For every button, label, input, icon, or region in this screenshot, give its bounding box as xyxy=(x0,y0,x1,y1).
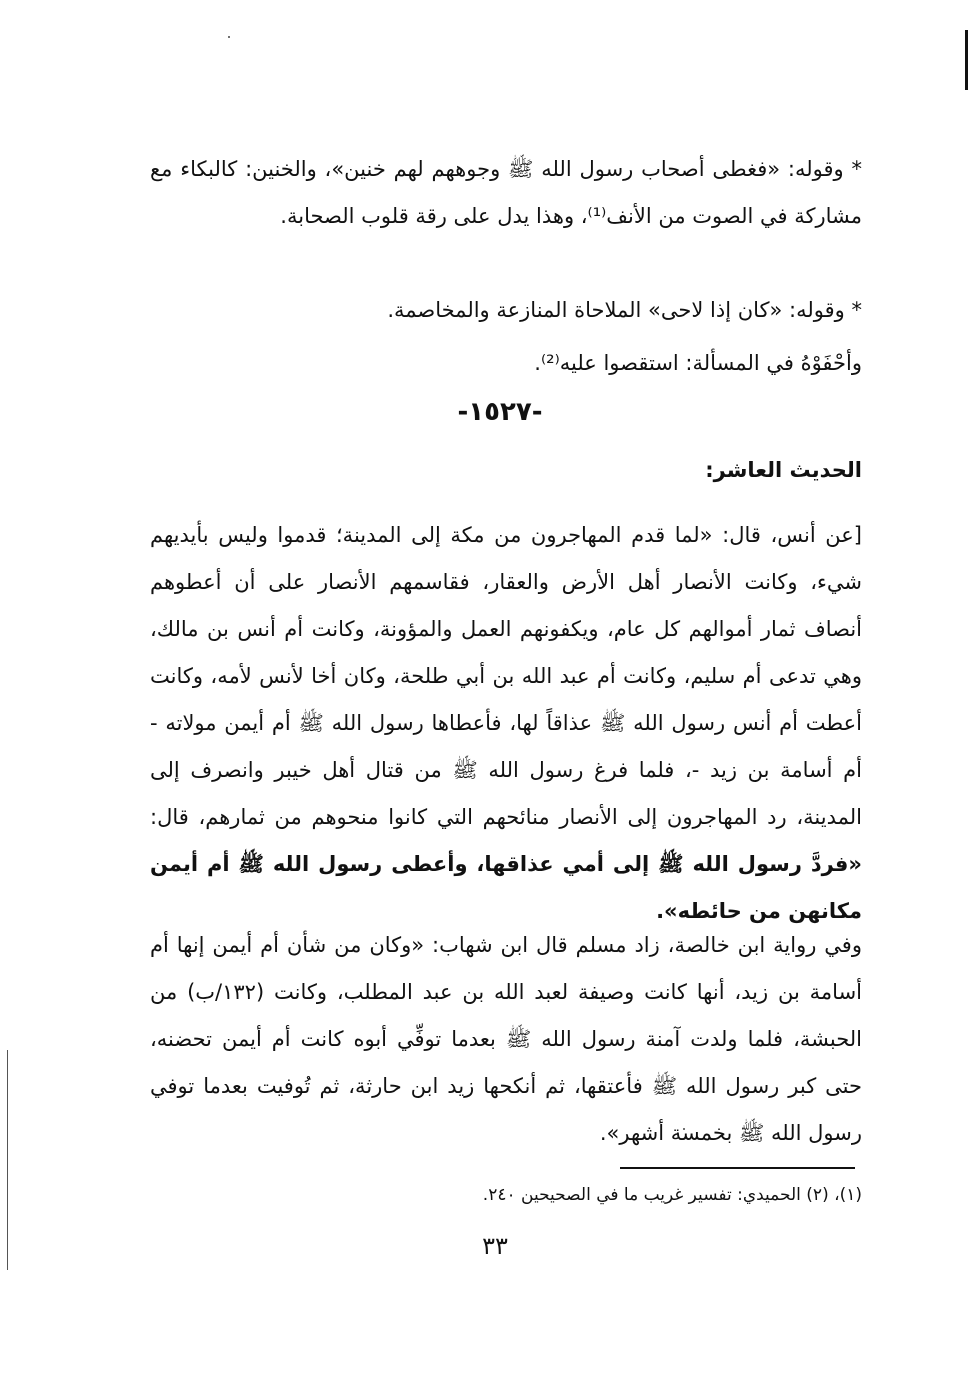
hadith-text: [عن أنس، قال: «لما قدم المهاجرون من مكة إلى المدينة؛ قدموا وليس بأيديهم شيء، وكانت الأنصار أهل الأرض والعقار، فقاسمهم الأنصار على أن أعطوهم أنصاف ثمار أموالهم كل عام، ويكفونهم العمل والمؤونة، وكانت أم أنس بن مالك، وهي تدعى أم سليم، وكانت أم عبد الله بن أبي طلحة، وكان أخا لأنس لأمه، وكانت أعطت أم أنس رسول الله ﷺ عذاقاً لها، فأعطاها رسول الله ﷺ أم أيمن مولاته - أم أسامة بن زيد -، فلما فرغ رسول الله ﷺ من قتال أهل خيبر وانصرف إلى المدينة، رد المهاجرون إلى الأنصار منائحهم التي كانوا منحوهم من ثمارهم، قال: xyxy=(150,523,862,829)
commentary-line-2 xyxy=(150,287,862,334)
page-number: ٣٣ xyxy=(482,1232,508,1260)
scan-speck xyxy=(228,36,230,38)
footnote: (١)، (٢) الحميدي: تفسير غريب ما في الصحيحين ٢٤٠. xyxy=(482,1185,862,1205)
commentary-paragraph-3: وأحْفَوْهُ في المسألة: استقصوا عليه⁽²⁾. xyxy=(534,351,862,375)
commentary-block xyxy=(150,146,862,240)
riwaya-paragraph: وفي رواية ابن خالصة، زاد مسلم قال ابن شهاب: «وكان من شأن أم أيمن إنها أم أسامة بن زيد، أنها كانت وصيفة لعبد الله بن عبد المطلب، وكانت (١٣٢/ب) من الحبشة، فلما ولدت آمنة رسول الله ﷺ بعدما توفِّي أبوه كانت أم أيمن تحضنه، حتى كبر رسول الله ﷺ فأعتقها، ثم أنكحها زيد ابن حارثة، ثم تُوفيت بعدما توفي رسول الله ﷺ بخمسة أشهر». xyxy=(150,933,862,1145)
commentary-paragraph-1: * وقوله: «فغطى أصحاب رسول الله ﷺ وجوههم لهم خنين»، والخنين: كالبكاء مع مشاركة في الصوت من الأنف⁽¹⁾، وهذا يدل على رقة قلوب الصحابة. xyxy=(150,157,862,228)
hadith-paragraph xyxy=(150,512,862,935)
riwaya-block xyxy=(150,922,862,1157)
scan-edge-mark xyxy=(965,30,968,90)
footnote-divider xyxy=(620,1167,855,1169)
hadith-bold-text: «فردَّ رسول الله ﷺ إلى أمي عذاقها، وأعطى رسول الله ﷺ أم أيمن مكانهن من حائطه». xyxy=(150,852,862,923)
commentary-paragraph-2: * وقوله: «كان إذا لاحى» الملاحاة المنازعة والمخاصمة. xyxy=(387,298,862,322)
hadith-number-heading: -١٥٢٧- xyxy=(457,397,543,427)
section-heading: الحديث العاشر: xyxy=(705,458,862,482)
scan-edge-line xyxy=(7,1050,8,1270)
hadith-block xyxy=(150,512,862,935)
commentary-line-3 xyxy=(150,340,862,387)
